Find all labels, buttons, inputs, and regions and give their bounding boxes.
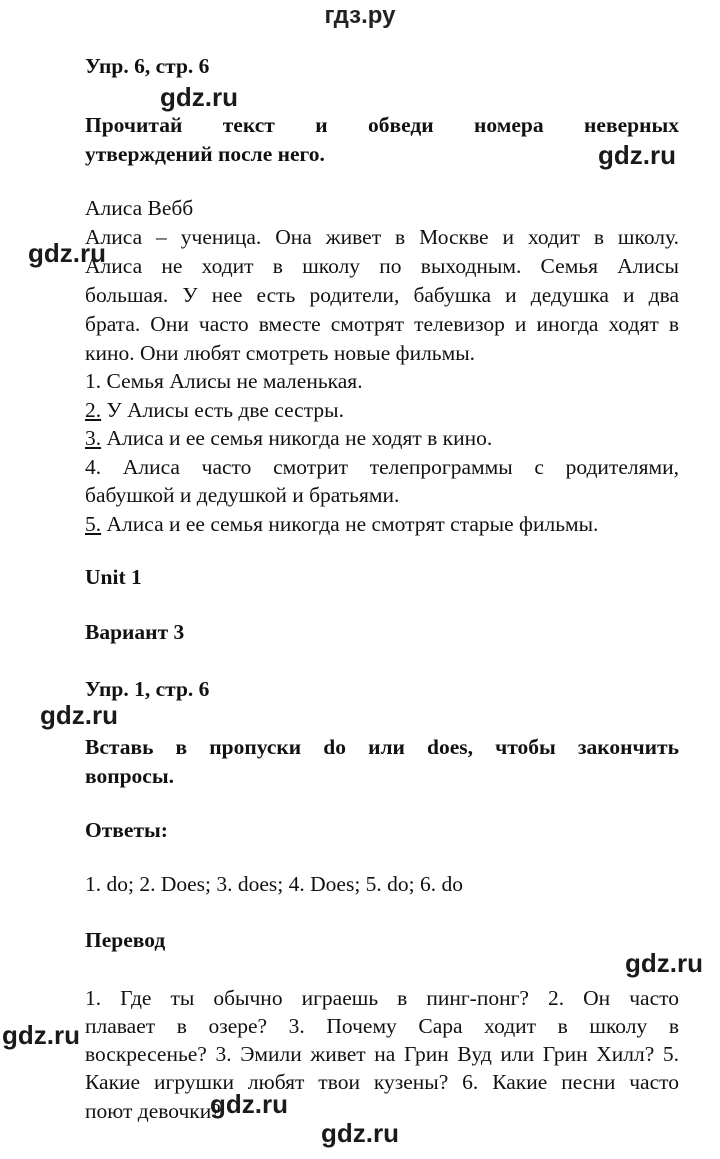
answers-label: Ответы: xyxy=(85,818,168,842)
variant-title: Вариант 3 xyxy=(85,620,185,644)
statement-text: У Алисы есть две сестры. xyxy=(101,398,344,422)
watermark: gdz.ru xyxy=(2,1020,80,1050)
statement-continuation: бабушкой и дедушкой и братьями. xyxy=(85,483,400,507)
exercise-task-line-2: утверждений после него. xyxy=(85,142,325,166)
statement-number: 4. xyxy=(85,455,102,479)
watermark: gdz.ru xyxy=(598,140,676,170)
translation-label: Перевод xyxy=(85,928,166,952)
story-line: большая. У нее есть родители, бабушка и дедушка и два xyxy=(85,283,679,307)
statement-item xyxy=(85,424,492,452)
statement-number-marked: 5. xyxy=(85,512,102,536)
site-header: гдз.ру xyxy=(324,2,396,29)
translation-line: поют девочки? xyxy=(85,1099,221,1123)
story-line: кино. Они любят смотреть новые фильмы. xyxy=(85,341,476,365)
exercise-task-line-1: Прочитай текст и обведи номера неверных xyxy=(85,113,679,137)
statement-text: Алиса и ее семья никогда не ходят в кино. xyxy=(101,426,493,450)
statement-item xyxy=(85,367,363,395)
exercise-task-line-1: Вставь в пропуски do или does, чтобы закончить xyxy=(85,735,679,759)
translation-line: Какие игрушки любят твои кузены? 6. Какие песни часто xyxy=(85,1070,679,1094)
footer-watermark: gdz.ru xyxy=(321,1118,399,1148)
story-line: брата. Они часто вместе смотрят телевизор и иногда ходят в xyxy=(85,312,679,336)
statement-item xyxy=(85,510,598,538)
translation-line: плавает в озере? 3. Почему Сара ходит в школу в xyxy=(85,1014,679,1038)
statement-text: Алиса и ее семья никогда не смотрят старые фильмы. xyxy=(101,512,599,536)
statement-item xyxy=(85,453,679,481)
story-line: Алиса – ученица. Она живет в Москве и ходит в школу. xyxy=(85,225,679,249)
watermark: gdz.ru xyxy=(210,1089,288,1119)
statement-text: Семья Алисы не маленькая. xyxy=(101,369,363,393)
statement-number: 1. xyxy=(85,369,102,393)
statement-text: Алиса часто смотрит телепрограммы с родителями, xyxy=(101,455,679,479)
story-line: Алиса не ходит в школу по выходным. Семья Алисы xyxy=(85,254,679,278)
story-title: Алиса Вебб xyxy=(85,196,194,220)
exercise-heading-1: Упр. 6, стр. 6 xyxy=(85,54,210,78)
exercise-heading-2: Упр. 1, стр. 6 xyxy=(85,677,210,701)
watermark: gdz.ru xyxy=(28,238,106,268)
translation-line: 1. Где ты обычно играешь в пинг-понг? 2. Он часто xyxy=(85,986,679,1010)
exercise-task-line-2: вопросы. xyxy=(85,764,175,788)
answers-text: 1. do; 2. Does; 3. does; 4. Does; 5. do; 6. do xyxy=(85,872,464,896)
watermark: gdz.ru xyxy=(160,82,238,112)
statement-number-marked: 3. xyxy=(85,426,102,450)
translation-line: воскресенье? 3. Эмили живет на Грин Вуд или Грин Хилл? 5. xyxy=(85,1042,679,1066)
statement-item xyxy=(85,396,344,424)
watermark: gdz.ru xyxy=(625,948,703,978)
statement-number-marked: 2. xyxy=(85,398,102,422)
unit-title: Unit 1 xyxy=(85,565,142,589)
watermark: gdz.ru xyxy=(40,700,118,730)
